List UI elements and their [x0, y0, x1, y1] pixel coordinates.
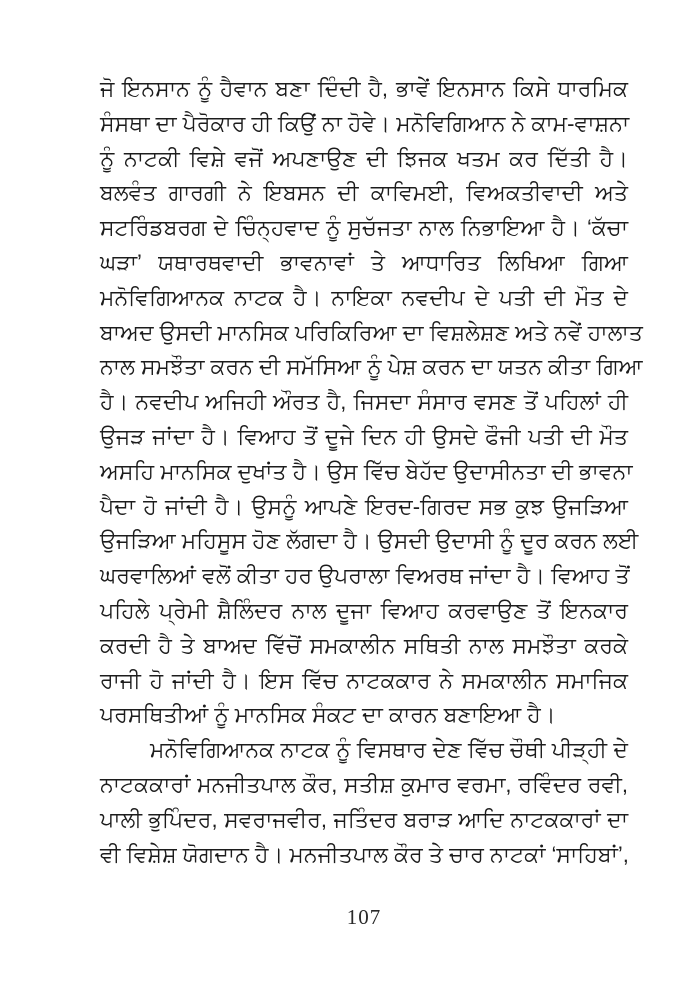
body-text	[100, 72, 643, 872]
text-line: ਨਾਟਕਕਾਰਾਂ ਮਨਜੀਤਪਾਲ ਕੌਰ, ਸਤੀਸ਼ ਕੁਮਾਰ ਵਰਮਾ, ਰਵਿੰਦਰ ਰਵੀ,	[100, 771, 628, 797]
paragraph-2	[100, 733, 628, 872]
text-line: ਪੈਦਾ ਹੋ ਜਾਂਦੀ ਹੈ। ਉਸਨੂੰ ਆਪਣੇ ਇਰਦ-ਗਿਰਦ ਸਭ ਕੁਝ ਉਜੜਿਆ	[100, 493, 628, 519]
text-line: ਨੂੰ ਨਾਟਕੀ ਵਿਸ਼ੇ ਵਜੋਂ ਅਪਣਾਉਣ ਦੀ ਝਿਜਕ ਖਤਮ ਕਰ ਦਿੱਤੀ ਹੈ।	[100, 145, 628, 171]
text-line: ਮਨੋਵਿਗਿਆਨਕ ਨਾਟਕ ਹੈ। ਨਾਇਕਾ ਨਵਦੀਪ ਦੇ ਪਤੀ ਦੀ ਮੌਤ ਦੇ	[100, 284, 628, 310]
text-line: ਹੈ। ਨਵਦੀਪ ਅਜਿਹੀ ਔਰਤ ਹੈ, ਜਿਸਦਾ ਸੰਸਾਰ ਵਸਣ ਤੋਂ ਪਹਿਲਾਂ ਹੀ	[100, 389, 628, 415]
text-line: ਸੰਸਥਾ ਦਾ ਪੈਰੋਕਾਰ ਹੀ ਕਿਉਂ ਨਾ ਹੋਵੇ। ਮਨੋਵਿਗਿਆਨ ਨੇ ਕਾਮ-ਵਾਸ਼ਨਾ	[100, 110, 630, 136]
text-line: ਨਾਲ ਸਮਝੌਤਾ ਕਰਨ ਦੀ ਸਮੱਸਿਆ ਨੂੰ ਪੇਸ਼ ਕਰਨ ਦਾ ਯਤਨ ਕੀਤਾ ਗਿਆ	[100, 354, 643, 380]
text-line: ਉਜੜਿਆ ਮਹਿਸੂਸ ਹੋਣ ਲੱਗਦਾ ਹੈ। ਉਸਦੀ ਉਦਾਸੀ ਨੂੰ ਦੂਰ ਕਰਨ ਲਈ	[100, 528, 639, 554]
text-line: ਅਸਹਿ ਮਾਨਸਿਕ ਦੁਖਾਂਤ ਹੈ। ਉਸ ਵਿੱਚ ਬੇਹੱਦ ਉਦਾਸੀਨਤਾ ਦੀ ਭਾਵਨਾ	[100, 458, 633, 484]
text-line: ਉਜੜ ਜਾਂਦਾ ਹੈ। ਵਿਆਹ ਤੋਂ ਦੂਜੇ ਦਿਨ ਹੀ ਉਸਦੇ ਫੌਜੀ ਪਤੀ ਦੀ ਮੌਤ	[100, 423, 628, 449]
text-line: ਘੜਾ’ ਯਥਾਰਥਵਾਦੀ ਭਾਵਨਾਵਾਂ ਤੇ ਆਧਾਰਿਤ ਲਿਖਿਆ ਗਿਆ	[100, 249, 628, 275]
text-line: ਵੀ ਵਿਸ਼ੇਸ਼ ਯੋਗਦਾਨ ਹੈ। ਮਨਜੀਤਪਾਲ ਕੌਰ ਤੇ ਚਾਰ ਨਾਟਕਾਂ ‘ਸਾਹਿਬਾਂ’,	[100, 841, 629, 867]
text-line: ਜੋ ਇਨਸਾਨ ਨੂੰ ਹੈਵਾਨ ਬਣਾ ਦਿੰਦੀ ਹੈ, ਭਾਵੇਂ ਇਨਸਾਨ ਕਿਸੇ ਧਾਰਮਿਕ	[100, 76, 628, 101]
page-number: 107	[346, 905, 382, 929]
text-line: ਮਨੋਵਿਗਿਆਨਕ ਨਾਟਕ ਨੂੰ ਵਿਸਥਾਰ ਦੇਣ ਵਿੱਚ ਚੌਥੀ ਪੀੜ੍ਹੀ ਦੇ	[150, 737, 628, 763]
text-line: ਰਾਜੀ ਹੋ ਜਾਂਦੀ ਹੈ। ਇਸ ਵਿੱਚ ਨਾਟਕਕਾਰ ਨੇ ਸਮਕਾਲੀਨ ਸਮਾਜਿਕ	[100, 667, 628, 693]
text-line: ਬਲਵੰਤ ਗਾਰਗੀ ਨੇ ਇਬਸਨ ਦੀ ਕਾਵਿਮਈ, ਵਿਅਕਤੀਵਾਦੀ ਅਤੇ	[100, 180, 628, 206]
text-line: ਪਾਲੀ ਭੁਪਿੰਦਰ, ਸਵਰਾਜਵੀਰ, ਜਤਿੰਦਰ ਬਰਾੜ ਆਦਿ ਨਾਟਕਕਾਰਾਂ ਦਾ	[100, 806, 628, 832]
text-line: ਕਰਦੀ ਹੈ ਤੇ ਬਾਅਦ ਵਿੱਚੋਂ ਸਮਕਾਲੀਨ ਸਥਿਤੀ ਨਾਲ ਸਮਝੌਤਾ ਕਰਕੇ	[100, 632, 628, 658]
text-line: ਪਰਸਥਿਤੀਆਂ ਨੂੰ ਮਾਨਸਿਕ ਸੰਕਟ ਦਾ ਕਾਰਨ ਬਣਾਇਆ ਹੈ।	[100, 702, 556, 728]
paragraph-1	[100, 72, 643, 733]
text-line: ਸਟਰਿੰਡਬਰਗ ਦੇ ਚਿੰਨ੍ਹਵਾਦ ਨੂੰ ਸੁਚੱਜਤਾ ਨਾਲ ਨਿਭਾਇਆ ਹੈ। ‘ਕੱਚਾ	[100, 215, 628, 241]
text-line: ਘਰਵਾਲਿਆਂ ਵਲੋਂ ਕੀਤਾ ਹਰ ਉਪਰਾਲਾ ਵਿਅਰਥ ਜਾਂਦਾ ਹੈ। ਵਿਆਹ ਤੋਂ	[100, 563, 630, 589]
text-line: ਪਹਿਲੇ ਪ੍ਰੇਮੀ ਸ਼ੈਲਿੰਦਰ ਨਾਲ ਦੂਜਾ ਵਿਆਹ ਕਰਵਾਉਣ ਤੋਂ ਇਨਕਾਰ	[100, 597, 628, 623]
text-line: ਬਾਅਦ ਉਸਦੀ ਮਾਨਸਿਕ ਪਰਿਕਿਰਿਆ ਦਾ ਵਿਸ਼ਲੇਸ਼ਣ ਅਤੇ ਨਵੇਂ ਹਾਲਾਤ	[100, 319, 643, 345]
